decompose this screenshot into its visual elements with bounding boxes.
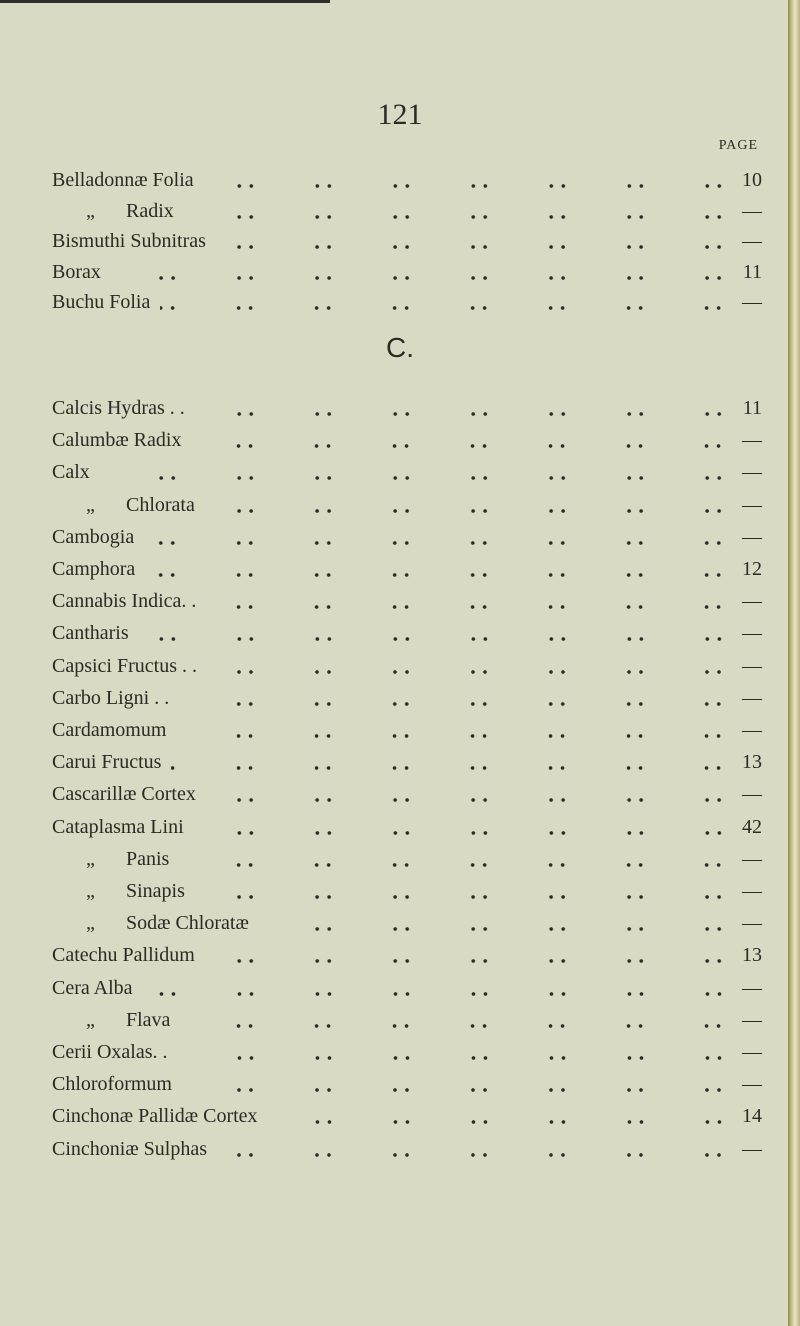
entry-page: — bbox=[742, 429, 762, 452]
entry-name: Cantharis bbox=[52, 622, 129, 645]
entry-name: Flava bbox=[126, 1008, 171, 1031]
index-entry bbox=[86, 491, 762, 519]
dot-leader bbox=[184, 197, 726, 225]
entry-page: — bbox=[742, 976, 762, 999]
dot-leader bbox=[144, 523, 726, 551]
entry-name: Calumbæ Radix bbox=[52, 429, 182, 452]
index-entry bbox=[86, 197, 762, 225]
index-entry bbox=[52, 684, 762, 712]
entry-name: Cannabis Indica. . bbox=[52, 590, 197, 613]
dot-leader bbox=[195, 877, 726, 905]
dot-leader bbox=[182, 1070, 726, 1098]
ditto-mark: „ bbox=[86, 880, 95, 902]
entry-page: — bbox=[742, 783, 762, 806]
entry-page: — bbox=[742, 291, 762, 313]
dot-leader bbox=[194, 813, 726, 841]
entry-page: — bbox=[742, 686, 762, 709]
entry-name: Buchu Folia bbox=[52, 291, 151, 313]
dot-leader bbox=[268, 1102, 726, 1130]
entry-page: 11 bbox=[742, 397, 762, 419]
entry-page: — bbox=[742, 1041, 762, 1063]
entry-page: 10 bbox=[742, 169, 762, 191]
index-entry bbox=[86, 1006, 762, 1034]
entry-page: — bbox=[742, 847, 762, 870]
scan-edge-line bbox=[0, 0, 330, 3]
index-entry bbox=[52, 1070, 762, 1098]
index-entry bbox=[52, 458, 762, 486]
entry-name: Catechu Pallidum bbox=[52, 944, 195, 967]
dot-leader bbox=[206, 587, 726, 615]
entry-name: Cambogia bbox=[52, 525, 135, 548]
entry-page: 42 bbox=[742, 815, 762, 838]
index-entry bbox=[52, 288, 762, 316]
entry-page: 13 bbox=[742, 751, 762, 774]
index-entry bbox=[52, 555, 762, 583]
index-entry bbox=[52, 652, 762, 680]
dot-leader bbox=[160, 288, 726, 316]
index-entry bbox=[86, 877, 762, 905]
entry-name: Cera Alba bbox=[52, 976, 133, 999]
index-entry bbox=[52, 941, 762, 969]
index-entry bbox=[52, 1038, 762, 1066]
index-entry bbox=[52, 813, 762, 841]
dot-leader bbox=[259, 909, 726, 937]
index-entry bbox=[52, 258, 762, 286]
index-entry bbox=[52, 394, 762, 422]
index-entry bbox=[52, 523, 762, 551]
dot-leader bbox=[195, 394, 726, 422]
entry-page: — bbox=[742, 912, 762, 935]
entry-page: 14 bbox=[742, 1105, 762, 1128]
entry-name: Sinapis bbox=[126, 880, 185, 902]
index-entry bbox=[52, 716, 762, 744]
entry-page: — bbox=[742, 654, 762, 677]
dot-leader bbox=[139, 619, 726, 647]
entry-name: Belladonnæ Folia bbox=[52, 169, 194, 191]
dot-leader bbox=[179, 845, 726, 873]
ditto-mark: „ bbox=[86, 912, 95, 935]
entry-page: — bbox=[742, 590, 762, 613]
entry-page: 12 bbox=[742, 558, 762, 580]
entry-page: — bbox=[742, 461, 762, 484]
dot-leader bbox=[204, 166, 726, 194]
entry-page: — bbox=[742, 880, 762, 902]
entry-page: — bbox=[742, 1008, 762, 1031]
dot-leader bbox=[179, 684, 726, 712]
index-entry bbox=[52, 748, 762, 776]
ditto-mark: „ bbox=[86, 847, 95, 870]
entry-page: — bbox=[742, 493, 762, 516]
entry-name: Calcis Hydras . . bbox=[52, 397, 185, 419]
entry-name: Sodæ Chloratæ bbox=[126, 912, 249, 935]
entry-name: Chloroformum bbox=[52, 1073, 172, 1096]
index-entry bbox=[52, 1102, 762, 1130]
dot-leader bbox=[143, 974, 726, 1002]
entry-name: Chlorata bbox=[126, 493, 195, 516]
entry-name: Cardamomum bbox=[52, 719, 167, 741]
dot-leader bbox=[205, 491, 726, 519]
entry-name: Cerii Oxalas. . bbox=[52, 1041, 168, 1063]
entry-page: — bbox=[742, 1137, 762, 1160]
entry-page: — bbox=[742, 1073, 762, 1096]
entry-page: — bbox=[742, 230, 762, 252]
entry-name: Panis bbox=[126, 847, 170, 870]
entry-name: Borax bbox=[52, 260, 101, 283]
entry-name: Calx bbox=[52, 461, 90, 484]
index-entry bbox=[86, 909, 762, 937]
section-letter: C. bbox=[386, 332, 414, 363]
page-edge bbox=[788, 0, 800, 1326]
entry-name: Cataplasma Lini bbox=[52, 815, 184, 838]
dot-leader bbox=[216, 227, 726, 255]
dot-leader bbox=[207, 652, 726, 680]
page-number: 121 bbox=[377, 98, 423, 131]
index-entry bbox=[52, 1135, 762, 1163]
entry-page: 11 bbox=[742, 260, 762, 283]
entry-name: Capsici Fructus . . bbox=[52, 654, 197, 677]
dot-leader bbox=[111, 258, 726, 286]
ditto-mark: „ bbox=[86, 199, 95, 222]
index-entry bbox=[52, 780, 762, 808]
index-entry bbox=[86, 845, 762, 873]
dot-leader bbox=[217, 1135, 726, 1163]
index-entry bbox=[52, 619, 762, 647]
dot-leader bbox=[180, 1006, 726, 1034]
dot-leader bbox=[100, 458, 726, 486]
entry-name: Bismuthi Subnitras bbox=[52, 230, 206, 252]
index-entry bbox=[52, 587, 762, 615]
index-entry bbox=[52, 426, 762, 454]
entry-name: Camphora bbox=[52, 558, 136, 580]
ditto-mark: „ bbox=[86, 1008, 95, 1031]
dot-leader bbox=[176, 716, 726, 744]
dot-leader bbox=[205, 941, 726, 969]
dot-leader bbox=[178, 1038, 726, 1066]
dot-leader bbox=[171, 748, 726, 776]
page-column-header: PAGE bbox=[718, 138, 758, 153]
entry-name: Cascarillæ Cortex bbox=[52, 783, 196, 806]
dot-leader bbox=[145, 555, 726, 583]
entry-name: Carbo Ligni . . bbox=[52, 686, 170, 709]
entry-name: Carui Fructus bbox=[52, 751, 162, 774]
index-entry bbox=[52, 974, 762, 1002]
index-entry bbox=[52, 227, 762, 255]
entry-name: Radix bbox=[126, 199, 174, 222]
dot-leader bbox=[206, 780, 726, 808]
entry-page: — bbox=[742, 622, 762, 645]
entry-page: — bbox=[742, 525, 762, 548]
index-entry bbox=[52, 166, 762, 194]
dot-leader bbox=[191, 426, 726, 454]
entry-name: Cinchonæ Pallidæ Cortex bbox=[52, 1105, 258, 1128]
entry-page: — bbox=[742, 719, 762, 741]
entry-page: — bbox=[742, 199, 762, 222]
ditto-mark: „ bbox=[86, 493, 95, 516]
entry-name: Cinchoniæ Sulphas bbox=[52, 1137, 208, 1160]
entry-page: 13 bbox=[742, 944, 762, 967]
